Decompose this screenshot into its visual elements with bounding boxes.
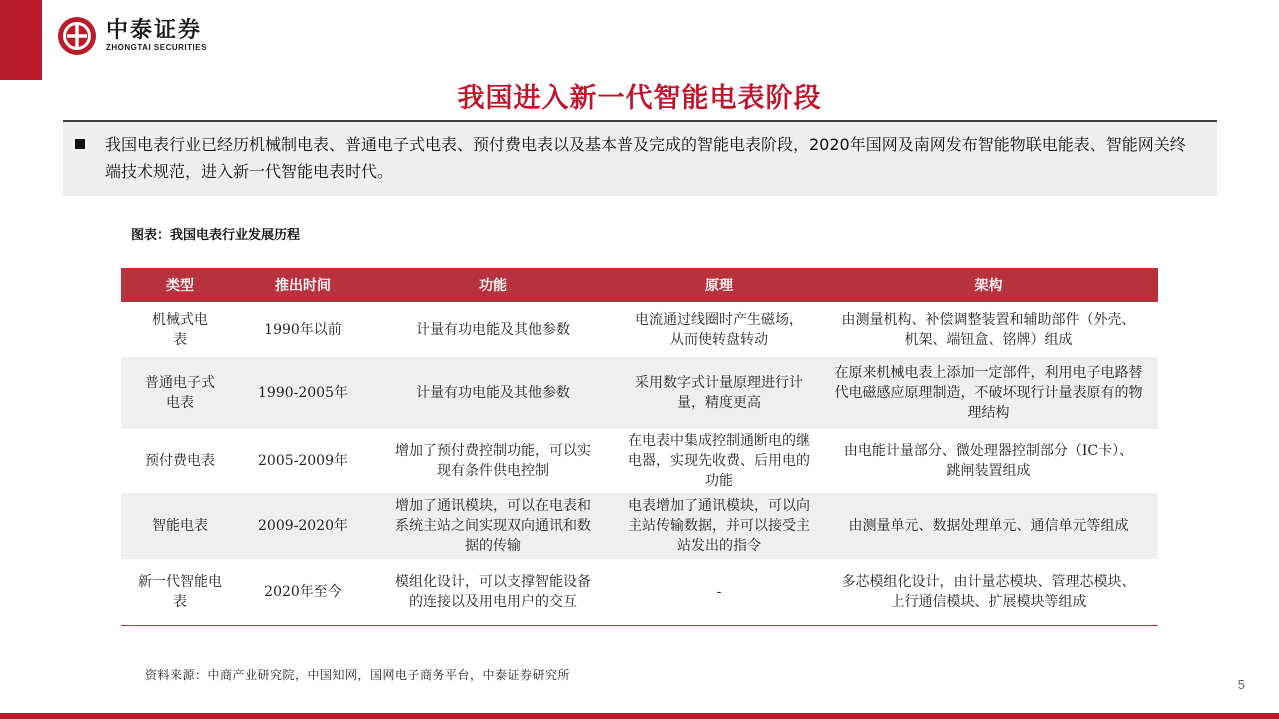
brand-name-en: ZHONGTAI SECURITIES [106, 43, 207, 52]
table-cell: 机械式电表 [152, 311, 208, 348]
table-cell: 2005-2009年 [258, 453, 348, 469]
table-cell: 智能电表 [121, 493, 239, 559]
table-cell: 新一代智能电表 [121, 559, 239, 626]
table-cell: 1990-2005年 [239, 357, 367, 429]
table-header-row [121, 268, 1158, 302]
table-header-cell: 原理 [619, 268, 819, 302]
table-cell: 模组化设计，可以支撑智能设备的连接以及用电用户的交互 [367, 559, 619, 626]
table-row [121, 559, 1158, 626]
table-cell: 计量有功电能及其他参数 [367, 357, 619, 429]
table-cell: 2020年至今 [239, 559, 367, 626]
table-row [121, 429, 1158, 493]
table-cell: 增加了通讯模块，可以在电表和系统主站之间实现双向通讯和数据的传输 [367, 493, 619, 559]
table-cell: 采用数字式计量原理进行计量，精度更高 [619, 357, 819, 429]
summary-text: 我国电表行业已经历机械制电表、普通电子式电表、预付费电表以及基本普及完成的智能电表阶段，2020年国网及南网发布智能物联电能表、智能网关终端技术规范，进入新一代智能电表时代。 [105, 135, 1186, 181]
table-cell: 2009-2020年 [239, 493, 367, 559]
table-cell: 由测量单元、数据处理单元、通信单元等组成 [819, 493, 1158, 559]
table-row [121, 493, 1158, 559]
table-cell: 普通电子式电表 [121, 357, 239, 429]
zhongtai-logo-icon [56, 15, 98, 57]
table-header-cell: 功能 [367, 268, 619, 302]
table-cell: 1990年以前 [264, 321, 342, 338]
footer-accent-bar [0, 713, 1279, 719]
summary-box [63, 122, 1217, 196]
table-cell: 在原来机械电表上添加一定部件，利用电子电路替代电磁感应原理制造，不破坏现行计量表原有的物理结构 [819, 357, 1158, 429]
table-row [121, 302, 1158, 357]
table-cell: 增加了预付费控制功能，可以实现有条件供电控制 [395, 443, 591, 479]
table-row [121, 357, 1158, 429]
table-cell: 在电表中集成控制通断电的继电器，实现先收费、后用电的功能 [628, 433, 810, 489]
figure-caption: 图表：我国电表行业发展历程 [131, 228, 301, 243]
page-title: 我国进入新一代智能电表阶段 [457, 83, 822, 114]
source-note: 资料来源：中商产业研究院，中国知网，国网电子商务平台，中泰证券研究所 [145, 668, 571, 682]
table-cell: 电流通过线圈时产生磁场，从而使转盘转动 [635, 311, 803, 348]
table-cell: 电表增加了通讯模块，可以向主站传输数据，并可以接受主站发出的指令 [619, 493, 819, 559]
brand-name-cn: 中泰证券 [106, 18, 203, 43]
square-bullet-icon [75, 139, 85, 149]
meter-history-table [121, 268, 1158, 626]
page-number: 5 [1237, 677, 1245, 692]
brand-logo [56, 15, 207, 57]
table-header-cell: 类型 [121, 268, 239, 302]
corner-accent-bar [0, 0, 42, 80]
table-cell: - [619, 559, 819, 626]
table-cell: 由测量机构、补偿调整装置和辅助部件（外壳、机架、端钮盒、铭牌）组成 [841, 311, 1136, 348]
table-cell: 由电能计量部分、微处理器控制部分（IC卡）、跳闸装置组成 [843, 443, 1134, 479]
table-cell: 计量有功电能及其他参数 [416, 321, 570, 338]
table-cell: 预付费电表 [145, 453, 215, 469]
table-cell: 多芯模组化设计，由计量芯模块、管理芯模块、上行通信模块、扩展模块等组成 [819, 559, 1158, 626]
table-header-cell: 推出时间 [239, 268, 367, 302]
table-header-cell: 架构 [819, 268, 1158, 302]
